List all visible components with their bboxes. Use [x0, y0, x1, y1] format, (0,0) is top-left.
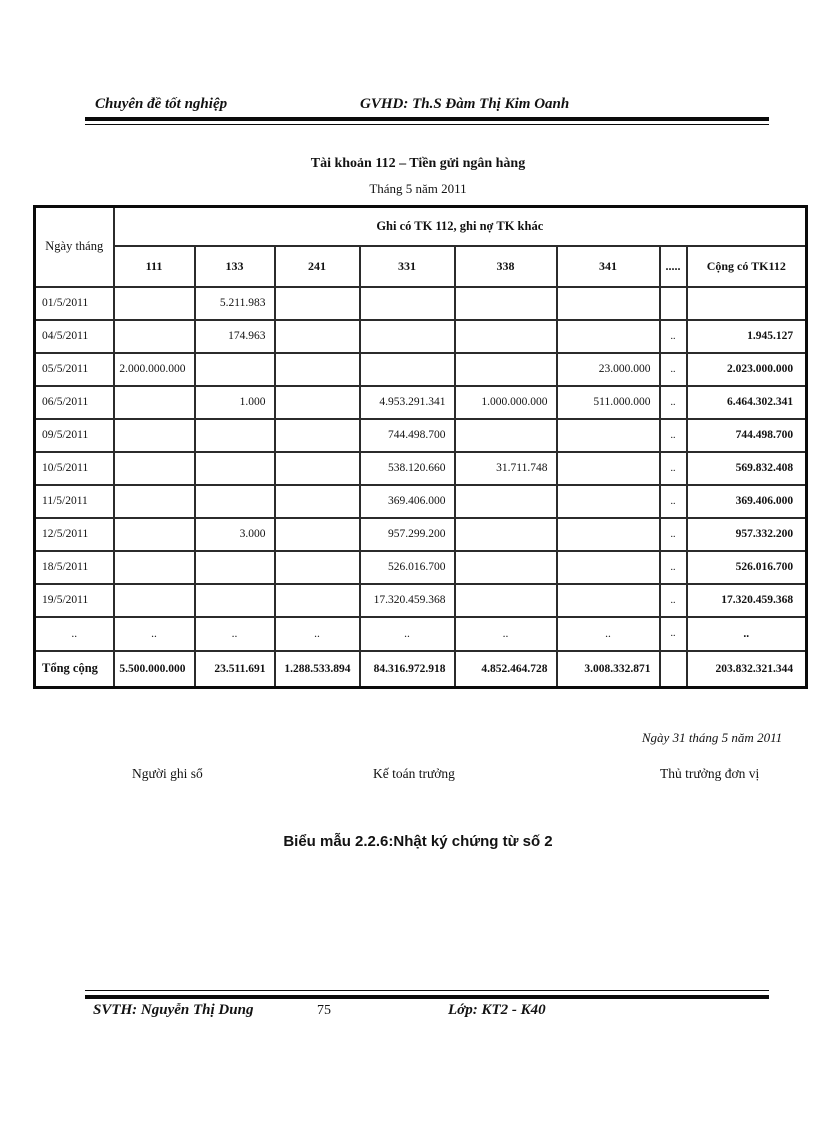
date-cell: 09/5/2011	[35, 419, 114, 452]
signature-label-chief-accountant: Kế toán trưởng	[373, 766, 455, 781]
value-cell: ..	[660, 518, 687, 551]
value-cell: ..	[660, 452, 687, 485]
value-cell	[114, 287, 195, 320]
value-cell: 4.852.464.728	[455, 651, 557, 688]
table-row	[35, 518, 807, 551]
column-header: .....	[660, 246, 687, 287]
value-cell	[114, 452, 195, 485]
value-cell	[275, 419, 360, 452]
footer-page-number: 75	[317, 1003, 331, 1018]
date-cell: ..	[35, 617, 114, 651]
date-cell: 11/5/2011	[35, 485, 114, 518]
value-cell: 31.711.748	[455, 452, 557, 485]
value-cell	[557, 485, 660, 518]
footer-class: Lớp: KT2 - K40	[448, 1002, 546, 1018]
row-total-cell: ..	[687, 617, 807, 651]
value-cell: 1.288.533.894	[275, 651, 360, 688]
value-cell	[275, 518, 360, 551]
date-cell: 19/5/2011	[35, 584, 114, 617]
value-cell: ..	[660, 584, 687, 617]
row-total-cell: 2.023.000.000	[687, 353, 807, 386]
value-cell: 17.320.459.368	[360, 584, 455, 617]
value-cell: 2.000.000.000	[114, 353, 195, 386]
value-cell	[195, 584, 275, 617]
row-total-cell: 6.464.302.341	[687, 386, 807, 419]
signature-date-line: Ngày 31 tháng 5 năm 2011	[641, 730, 783, 745]
row-total-cell: 203.832.321.344	[687, 651, 807, 688]
value-cell	[114, 320, 195, 353]
value-cell: ..	[557, 617, 660, 651]
value-cell	[275, 353, 360, 386]
value-cell: 957.299.200	[360, 518, 455, 551]
table-row	[35, 287, 807, 320]
value-cell: ..	[660, 485, 687, 518]
value-cell	[660, 651, 687, 688]
value-cell	[557, 320, 660, 353]
value-cell: 1.000.000.000	[455, 386, 557, 419]
row-total-cell	[687, 287, 807, 320]
header-rule	[85, 117, 769, 125]
date-cell: 01/5/2011	[35, 287, 114, 320]
value-cell	[275, 287, 360, 320]
value-cell: 3.000	[195, 518, 275, 551]
group-header-cell: Ghi có TK 112, ghi nợ TK khác	[114, 207, 807, 246]
value-cell	[557, 584, 660, 617]
table-row	[35, 419, 807, 452]
value-cell	[455, 320, 557, 353]
value-cell	[195, 485, 275, 518]
footer-rule	[85, 990, 769, 999]
table-header-row-columns	[35, 246, 807, 287]
value-cell: 174.963	[195, 320, 275, 353]
journal-table	[33, 205, 808, 689]
row-total-cell: 1.945.127	[687, 320, 807, 353]
table-row	[35, 452, 807, 485]
column-header: 133	[195, 246, 275, 287]
document-subtitle: Tháng 5 năm 2011	[369, 181, 467, 196]
table-row	[35, 386, 807, 419]
value-cell	[275, 320, 360, 353]
table-body	[35, 287, 807, 688]
value-cell	[455, 584, 557, 617]
column-header: 341	[557, 246, 660, 287]
value-cell	[275, 485, 360, 518]
date-cell: 06/5/2011	[35, 386, 114, 419]
row-total-cell: 957.332.200	[687, 518, 807, 551]
value-cell	[195, 419, 275, 452]
value-cell: ..	[660, 551, 687, 584]
signature-label-bookkeeper: Người ghi sổ	[132, 766, 203, 781]
corner-header-cell: Ngày tháng	[35, 207, 114, 287]
value-cell: 84.316.972.918	[360, 651, 455, 688]
date-cell: 05/5/2011	[35, 353, 114, 386]
value-cell: 3.008.332.871	[557, 651, 660, 688]
row-total-cell: 17.320.459.368	[687, 584, 807, 617]
value-cell: ..	[195, 617, 275, 651]
value-cell: 511.000.000	[557, 386, 660, 419]
running-header-right: GVHD: Th.S Đàm Thị Kim Oanh	[360, 96, 570, 112]
value-cell: 1.000	[195, 386, 275, 419]
column-header: 338	[455, 246, 557, 287]
table-row	[35, 551, 807, 584]
value-cell: ..	[660, 617, 687, 651]
row-total-cell: 526.016.700	[687, 551, 807, 584]
value-cell	[360, 320, 455, 353]
total-label-cell: Tổng cộng	[35, 651, 114, 688]
value-cell	[455, 353, 557, 386]
signature-label-unit-head: Thủ trưởng đơn vị	[660, 766, 760, 781]
value-cell: 526.016.700	[360, 551, 455, 584]
date-cell: 04/5/2011	[35, 320, 114, 353]
value-cell	[455, 518, 557, 551]
value-cell	[557, 452, 660, 485]
value-cell	[360, 353, 455, 386]
value-cell	[114, 518, 195, 551]
value-cell	[275, 584, 360, 617]
value-cell: ..	[660, 353, 687, 386]
running-header-left: Chuyên đề tốt nghiệp	[95, 96, 228, 112]
value-cell	[455, 551, 557, 584]
total-row	[35, 651, 807, 688]
footer-author: SVTH: Nguyễn Thị Dung	[93, 1002, 254, 1018]
value-cell: 744.498.700	[360, 419, 455, 452]
value-cell	[195, 551, 275, 584]
value-cell	[195, 452, 275, 485]
date-cell: 18/5/2011	[35, 551, 114, 584]
value-cell: 5.211.983	[195, 287, 275, 320]
value-cell	[195, 353, 275, 386]
value-cell: ..	[660, 386, 687, 419]
table-header-row-group	[35, 207, 807, 246]
date-cell: 12/5/2011	[35, 518, 114, 551]
column-header: Cộng có TK112	[687, 246, 807, 287]
value-cell: ..	[660, 320, 687, 353]
value-cell	[557, 551, 660, 584]
value-cell: 23.511.691	[195, 651, 275, 688]
value-cell: ..	[455, 617, 557, 651]
value-cell: ..	[660, 419, 687, 452]
value-cell: ..	[275, 617, 360, 651]
value-cell	[557, 518, 660, 551]
value-cell: 23.000.000	[557, 353, 660, 386]
value-cell	[275, 386, 360, 419]
value-cell: ..	[114, 617, 195, 651]
table-row	[35, 320, 807, 353]
value-cell: 4.953.291.341	[360, 386, 455, 419]
value-cell	[557, 287, 660, 320]
value-cell	[557, 419, 660, 452]
form-caption: Biểu mẫu 2.2.6:Nhật ký chứng từ số 2	[283, 833, 553, 850]
table-row	[35, 584, 807, 617]
value-cell	[114, 485, 195, 518]
value-cell	[114, 386, 195, 419]
value-cell	[455, 419, 557, 452]
value-cell	[275, 452, 360, 485]
document-title: Tài khoản 112 – Tiền gửi ngân hàng	[310, 156, 526, 171]
value-cell	[660, 287, 687, 320]
value-cell	[455, 485, 557, 518]
table-row	[35, 485, 807, 518]
value-cell: 369.406.000	[360, 485, 455, 518]
value-cell: 538.120.660	[360, 452, 455, 485]
table-row	[35, 617, 807, 651]
value-cell: ..	[360, 617, 455, 651]
column-header: 111	[114, 246, 195, 287]
value-cell	[114, 551, 195, 584]
value-cell	[114, 419, 195, 452]
column-header: 241	[275, 246, 360, 287]
column-header: 331	[360, 246, 455, 287]
row-total-cell: 369.406.000	[687, 485, 807, 518]
value-cell	[114, 584, 195, 617]
value-cell: 5.500.000.000	[114, 651, 195, 688]
value-cell	[275, 551, 360, 584]
table-row	[35, 353, 807, 386]
row-total-cell: 744.498.700	[687, 419, 807, 452]
value-cell	[360, 287, 455, 320]
row-total-cell: 569.832.408	[687, 452, 807, 485]
date-cell: 10/5/2011	[35, 452, 114, 485]
value-cell	[455, 287, 557, 320]
